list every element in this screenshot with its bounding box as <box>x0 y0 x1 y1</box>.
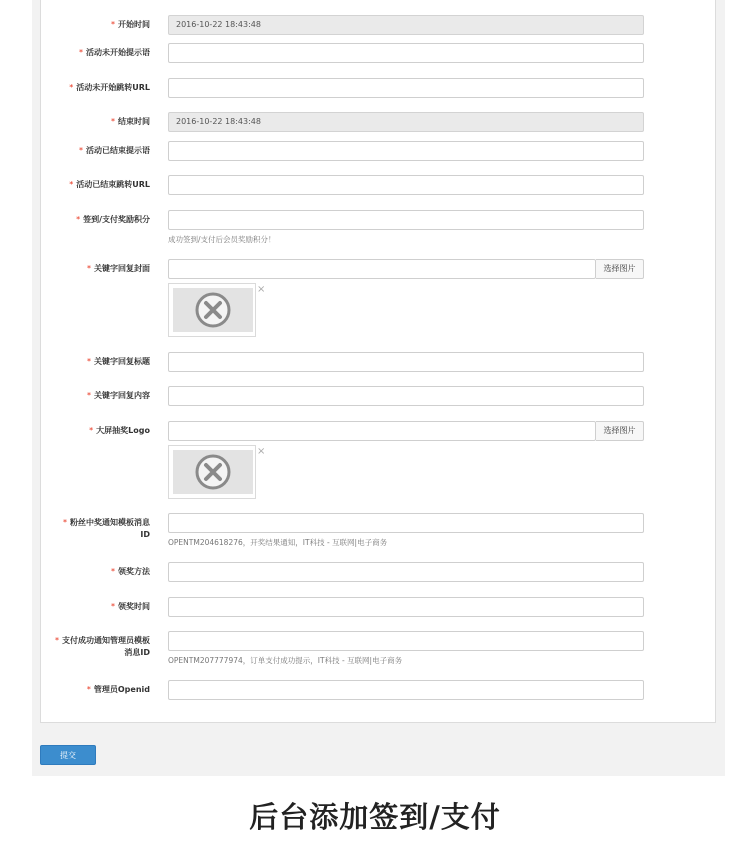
fans-template-input[interactable] <box>168 513 644 533</box>
ended-tip-label-text: 活动已结束提示语 <box>86 146 150 155</box>
screen-logo-input[interactable] <box>168 421 596 441</box>
required-mark: * <box>63 518 67 527</box>
keyword-content-label-text: 关键字回复内容 <box>94 391 150 400</box>
keyword-cover-select-button[interactable]: 选择图片 <box>596 259 644 279</box>
claim-time-label <box>30 601 150 613</box>
required-mark: * <box>87 264 91 273</box>
not-started-url-label-text: 活动未开始跳转URL <box>76 83 150 92</box>
keyword-cover-input[interactable] <box>168 259 596 279</box>
image-placeholder <box>173 288 253 332</box>
screen-logo-thumbnail <box>168 445 256 499</box>
required-mark: * <box>55 636 59 645</box>
keyword-title-label-text: 关键字回复标题 <box>94 357 150 366</box>
keyword-cover-label-text: 关键字回复封面 <box>94 264 150 273</box>
form-panel <box>40 0 716 723</box>
required-mark: * <box>111 20 115 29</box>
required-mark: * <box>111 567 115 576</box>
screen-logo-label-text: 大屏抽奖Logo <box>96 426 150 435</box>
not-started-tip-label-text: 活动未开始提示语 <box>86 48 150 57</box>
required-mark: * <box>89 426 94 435</box>
required-mark: * <box>86 685 91 694</box>
keyword-cover-label <box>30 263 150 275</box>
required-mark: * <box>87 357 91 366</box>
points-label-text: 签到/支付奖励积分 <box>83 215 150 224</box>
required-mark: * <box>111 117 115 126</box>
start-time-label <box>30 19 150 31</box>
admin-openid-label <box>30 684 150 696</box>
admin-template-label <box>54 635 150 659</box>
points-label <box>30 214 150 226</box>
broken-image-icon <box>194 291 232 329</box>
ended-url-input[interactable] <box>168 175 644 195</box>
end-time-label <box>30 116 150 128</box>
remove-cover-icon[interactable]: × <box>257 284 266 295</box>
claim-time-label-text: 领奖时间 <box>118 602 150 611</box>
keyword-content-label <box>30 390 150 402</box>
required-mark: * <box>111 602 115 611</box>
remove-logo-icon[interactable]: × <box>257 446 266 457</box>
keyword-title-label <box>30 356 150 368</box>
image-placeholder <box>173 450 253 494</box>
keyword-content-input[interactable] <box>168 386 644 406</box>
required-mark: * <box>69 180 74 189</box>
ended-tip-input[interactable] <box>168 141 644 161</box>
admin-template-input[interactable] <box>168 631 644 651</box>
fans-template-help-text: OPENTM204618276，开奖结果通知，IT科技 - 互联网|电子商务 <box>168 538 388 547</box>
keyword-cover-thumbnail <box>168 283 256 337</box>
required-mark: * <box>79 146 83 155</box>
page-background <box>32 0 725 776</box>
points-input[interactable] <box>168 210 644 230</box>
start-time-field[interactable]: 2016-10-22 18:43:48 <box>168 15 644 35</box>
not-started-tip-label <box>30 47 150 59</box>
submit-button[interactable]: 提交 <box>40 745 96 765</box>
end-time-label-text: 结束时间 <box>118 117 150 126</box>
not-started-tip-input[interactable] <box>168 43 644 63</box>
end-time-field[interactable]: 2016-10-22 18:43:48 <box>168 112 644 132</box>
admin-template-label-text: 支付成功通知管理员模板消息ID <box>62 636 150 657</box>
fans-template-label-text: 粉丝中奖通知模板消息ID <box>70 518 150 539</box>
not-started-url-input[interactable] <box>168 78 644 98</box>
screen-logo-select-button[interactable]: 选择图片 <box>596 421 644 441</box>
claim-method-label <box>30 566 150 578</box>
page-caption: 后台添加签到/支付 <box>249 800 501 834</box>
admin-openid-label-text: 管理员Openid <box>93 685 150 694</box>
admin-openid-input[interactable] <box>168 680 644 700</box>
required-mark: * <box>87 391 91 400</box>
screen-logo-label <box>30 425 150 437</box>
keyword-title-input[interactable] <box>168 352 644 372</box>
claim-method-label-text: 领奖方法 <box>118 567 150 576</box>
ended-url-label-text: 活动已结束跳转URL <box>76 180 150 189</box>
broken-image-icon <box>194 453 232 491</box>
claim-method-input[interactable] <box>168 562 644 582</box>
claim-time-input[interactable] <box>168 597 644 617</box>
ended-tip-label <box>30 145 150 157</box>
start-time-label-text: 开始时间 <box>118 20 150 29</box>
fans-template-label <box>54 517 150 541</box>
required-mark: * <box>79 48 83 57</box>
ended-url-label <box>30 179 150 191</box>
not-started-url-label <box>30 82 150 94</box>
required-mark: * <box>69 83 74 92</box>
admin-template-help-text: OPENTM207777974，订单支付成功提示，IT科技 - 互联网|电子商务 <box>168 656 403 665</box>
required-mark: * <box>76 215 81 224</box>
points-help-text: 成功签到/支付后会员奖励积分！ <box>168 235 276 244</box>
